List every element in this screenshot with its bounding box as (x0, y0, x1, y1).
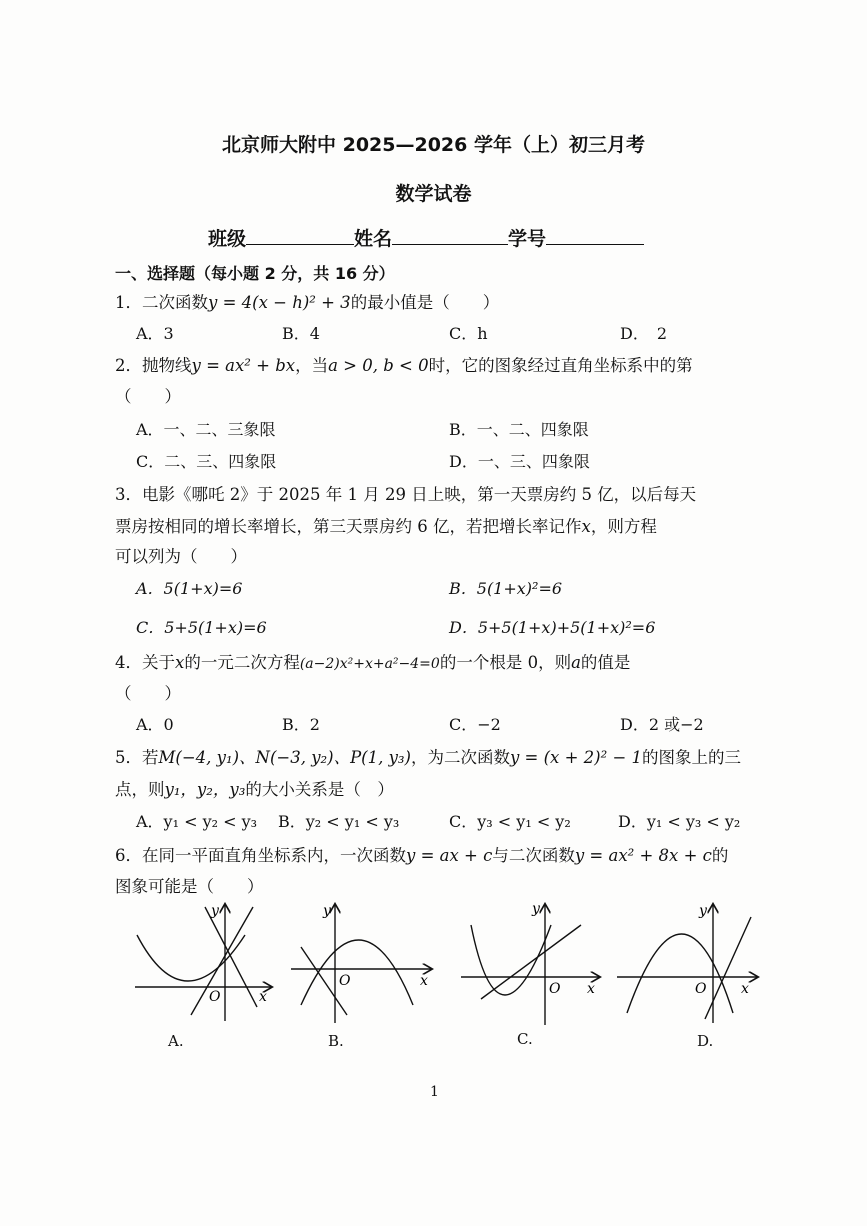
q6-graphs (125, 895, 765, 1035)
graph-a (135, 905, 271, 1021)
q4-stem-mid2: 的一个根是 0，则 (439, 653, 572, 672)
q1-option-c: C．h (449, 324, 488, 343)
graph-c-origin: O (549, 981, 561, 997)
graph-d (617, 905, 757, 1023)
q3-option-c: C．5+5(1+x)=6 (136, 618, 267, 637)
q5-formula: y = (x + 2)² − 1 (509, 748, 643, 767)
graph-b-label: B. (328, 1032, 344, 1050)
q4-option-c: C．−2 (449, 715, 501, 734)
q5-stem-mid: ，为二次函数 (410, 748, 510, 767)
q2-option-b: B．一、二、四象限 (449, 420, 589, 439)
q4-variable: x (175, 653, 185, 672)
graph-a-x-label: x (259, 989, 267, 1005)
q6-stem: 6．在同一平面直角坐标系内，一次函数 (115, 846, 406, 865)
q6-linear-formula: y = ax + c (406, 846, 493, 865)
q4-variable-a: a (571, 653, 581, 672)
q3-line2-start: 票房按相同的增长率增长，第三天票房约 6 亿，若把增长率记作 (115, 517, 582, 536)
question-5 (115, 744, 741, 768)
graph-d-origin: O (695, 981, 707, 997)
q1-formula: y = 4(x − h)² + 3 (208, 293, 351, 312)
graph-a-line-1 (191, 907, 253, 1015)
q1-option-d: D． 2 (620, 324, 668, 343)
question-3-line3: 可以列为（ ） (115, 547, 247, 566)
q5-points: M(−4, y₁)、N(−3, y₂)、P(1, y₃) (158, 748, 411, 767)
q5-option-b: B．y₂ < y₁ < y₃ (278, 812, 400, 831)
graph-d-label: D. (697, 1032, 714, 1050)
graph-a-origin: O (209, 989, 221, 1005)
graph-a-label: A. (168, 1032, 184, 1050)
q4-formula: (a−2)x²+x+a²−4=0 (299, 656, 440, 672)
graph-c-label: C. (517, 1030, 533, 1048)
graph-b-origin: O (339, 973, 351, 989)
question-6 (115, 842, 728, 866)
q6-quadratic-formula: y = ax² + 8x + c (574, 846, 712, 865)
question-3-line1: 3．电影《哪吒 2》于 2025 年 1 月 29 日上映，第一天票房约 5 亿，以后每天 (115, 485, 697, 504)
q3-line2-end: ，则方程 (590, 517, 657, 536)
graph-d-x-label: x (741, 981, 749, 997)
exam-subtitle: 数学试卷 (395, 183, 472, 205)
question-5-line2 (115, 776, 394, 800)
q1-stem: 1．二次函数 (115, 293, 208, 312)
q1-option-b: B．4 (282, 324, 320, 343)
id-label: 学号 (508, 228, 547, 250)
q3-option-d: D．5+5(1+x)+5(1+x)²=6 (449, 618, 656, 637)
graph-c-parabola (471, 925, 551, 995)
exam-title: 北京师大附中 2025—2026 学年（上）初三月考 (222, 134, 645, 156)
q5-variables: y₁，y₂，y₃ (164, 780, 246, 799)
q3-variable: x (581, 517, 591, 536)
q2-answer-paren: （ ） (115, 387, 181, 406)
q4-stem: 4．关于 (115, 653, 175, 672)
q5-line2-start: 点，则 (115, 780, 165, 799)
graph-d-y-label: y (699, 903, 707, 919)
section-heading: 一、选择题（每小题 2 分，共 16 分） (115, 264, 395, 283)
name-label: 姓名 (354, 228, 393, 250)
name-blank[interactable] (392, 226, 508, 245)
q2-option-a: A．一、二、三象限 (136, 420, 276, 439)
question-4 (115, 649, 630, 673)
graph-a-y-label: y (211, 903, 219, 919)
q5-stem-end: 的图象上的三 (642, 748, 742, 767)
class-blank[interactable] (246, 226, 354, 245)
graph-b (291, 905, 431, 1023)
q6-line2: 图象可能是（ ） (115, 877, 264, 896)
q4-option-d: D．2 或−2 (620, 715, 704, 734)
q4-answer-paren: （ ） (115, 684, 181, 703)
page-number: 1 (430, 1084, 439, 1100)
graph-c-x-label: x (587, 981, 595, 997)
q3-option-b: B．5(1+x)²=6 (449, 579, 563, 598)
question-2 (115, 352, 693, 376)
q5-stem: 5．若 (115, 748, 159, 767)
graph-c-line (481, 925, 581, 999)
q5-option-a: A．y₁ < y₂ < y₃ (136, 812, 258, 831)
q2-formula: y = ax² + bx (191, 356, 296, 375)
graph-c-y-label: y (532, 901, 540, 917)
q5-option-d: D．y₁ < y₃ < y₂ (618, 812, 741, 831)
q6-stem-mid: 与二次函数 (492, 846, 575, 865)
question-1 (115, 289, 499, 313)
q2-condition: a > 0, b < 0 (328, 356, 429, 375)
graph-c (461, 905, 599, 1025)
class-label: 班级 (208, 228, 247, 250)
q4-stem-mid: 的一元二次方程 (184, 653, 300, 672)
q4-option-b: B．2 (282, 715, 320, 734)
q2-option-c: C．二、三、四象限 (136, 452, 277, 471)
graph-d-parabola (627, 934, 733, 1013)
question-3-line2 (115, 513, 657, 537)
graph-a-parabola (137, 935, 245, 981)
graph-d-line (705, 917, 751, 1019)
q4-option-a: A．0 (136, 715, 174, 734)
graph-b-y-label: y (323, 903, 331, 919)
q2-stem-mid: ，当 (295, 356, 329, 375)
student-info-row (208, 224, 644, 251)
q3-option-a: A．5(1+x)=6 (136, 579, 243, 598)
q4-stem-end: 的值是 (580, 653, 631, 672)
q5-option-c: C．y₃ < y₁ < y₂ (449, 812, 571, 831)
q1-stem-end: 的最小值是（ ） (350, 293, 500, 312)
id-blank[interactable] (546, 226, 644, 245)
q6-stem-end: 的 (711, 846, 729, 865)
q2-stem: 2．抛物线 (115, 356, 192, 375)
q2-option-d: D．一、三、四象限 (449, 452, 590, 471)
graph-b-x-label: x (420, 973, 428, 989)
q2-stem-end: 时，它的图象经过直角坐标系中的第 (428, 356, 693, 375)
q1-option-a: A．3 (136, 324, 174, 343)
q5-line2-end: 的大小关系是（ ） (245, 780, 394, 799)
